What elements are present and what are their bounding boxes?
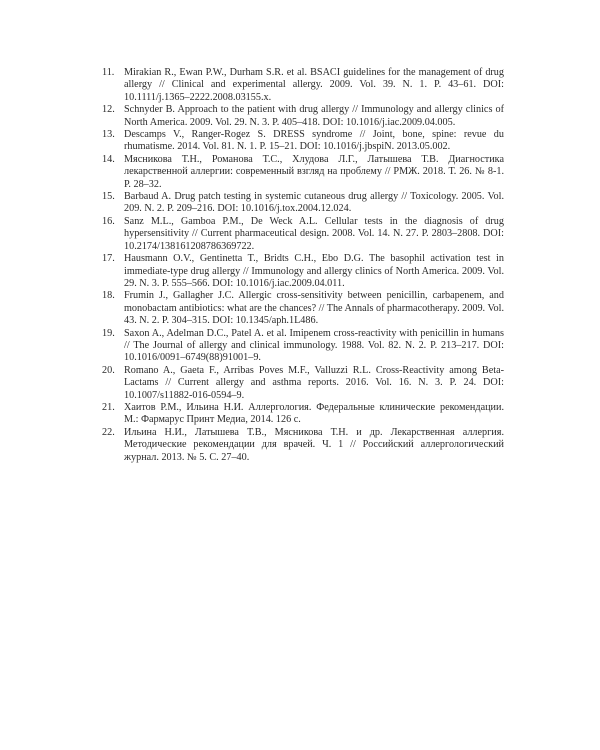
reference-text: Хаитов Р.М., Ильина Н.И. Аллергология. Федеральные клинические рекомендации. М.: Фармарус Принт Медиа, 2014. 126 с. [124,401,504,426]
reference-item [102,290,504,327]
reference-item [102,253,504,290]
reference-item [102,67,504,104]
reference-number: 15. [102,191,115,203]
reference-text: Descamps V., Ranger-Rogez S. DRESS syndrome // Joint, bone, spine: revue du rhumatisme. 2014. Vol. 81. N. 1. P. 15–21. DOI: 10.1016/j.jbspiN. 2013.05.002. [124,129,504,153]
reference-item [102,328,504,365]
reference-text: Mirakian R., Ewan P.W., Durham S.R. et al. BSACI guidelines for the management of drug allergy // Clinical and experimental allergy. 2009. Vol. 39. N. 1. P. 43–61. DOI: 10.1111/j.1365–2222.2008.03155.x. [124,67,504,103]
reference-item [102,104,504,129]
reference-number: 11. [102,67,115,78]
reference-item [102,154,504,191]
reference-item [102,129,504,154]
reference-text: Ильина Н.И., Латышева Т.В., Мясникова Т.Н. и др. Лекарственная аллергия. Методические рекомендации для врачей. Ч. 1 // Российский аллергологический журнал. 2013. № 5. С. 27–40. [124,426,504,463]
reference-item [102,365,504,402]
reference-text: Hausmann O.V., Gentinetta T., Bridts C.H., Ebo D.G. The basophil activation test in immediate-type drug allergy // Immunology and allergy clinics of North America. 2009. Vol. 29. N. 3. P. 555–566. DOI: 10.1016/j.iac.2009.04.011. [124,253,504,289]
reference-item [102,191,504,216]
reference-number: 22. [102,426,115,438]
reference-text: Sanz M.L., Gamboa P.M., De Weck A.L. Cellular tests in the diagnosis of drug hypersensitivity // Current pharmaceutical design. 2008. Vol. 14. N. 27. P. 2803–2808. DOI: 10.2174/138161208786369722. [124,215,504,252]
reference-text: Romano A., Gaeta F., Arribas Poves M.F., Valluzzi R.L. Cross-Reactivity among Beta-Lactams // Current allergy and asthma reports. 2016. Vol. 16. N. 3. P. 24. DOI: 10.1007/s11882-016-0594–9. [124,364,504,401]
reference-number: 16. [102,215,115,227]
reference-number: 20. [102,364,115,376]
reference-number: 14. [102,153,115,165]
reference-number: 18. [102,290,115,302]
reference-number: 17. [102,253,115,265]
reference-text: Schnyder B. Approach to the patient with drug allergy // Immunology and allergy clinics of North America. 2009. Vol. 29. N. 3. P. 405–418. DOI: 10.1016/j.iac.2009.04.005. [124,104,504,128]
reference-text: Saxon A., Adelman D.C., Patel A. et al. Imipenem cross-reactivity with penicillin in humans // The Journal of allergy and clinical immunology. 1988. Vol. 82. N. 2. P. 213–217. DOI: 10.1016/0091–6749(88)91001–9. [124,327,504,364]
reference-item [102,427,504,464]
reference-number: 21. [102,401,115,413]
reference-text: Barbaud A. Drug patch testing in systemic cutaneous drug allergy // Toxicology. 2005. Vol. 209. N. 2. P. 209–216. DOI: 10.1016/j.tox.2004.12.024. [124,191,504,215]
reference-item [102,216,504,253]
reference-text: Мясникова Т.Н., Романова Т.С., Хлудова Л.Г., Латышева Т.В. Диагностика лекарственной аллергии: современный взгляд на проблему // РМЖ. 2018. Т. 26. № 8-1. Р. 28–32. [124,153,504,190]
reference-number: 19. [102,327,115,339]
reference-list [102,67,504,464]
reference-item [102,402,504,427]
reference-number: 12. [102,104,115,116]
reference-number: 13. [102,129,115,141]
reference-text: Frumin J., Gallagher J.C. Allergic cross-sensitivity between penicillin, carbapenem, and monobactam antibiotics: what are the chances? // The Annals of pharmacotherapy. 2009. Vol. 43. N. 2. P. 304–315. DOI: 10.1345/aph.1L486. [124,290,504,327]
